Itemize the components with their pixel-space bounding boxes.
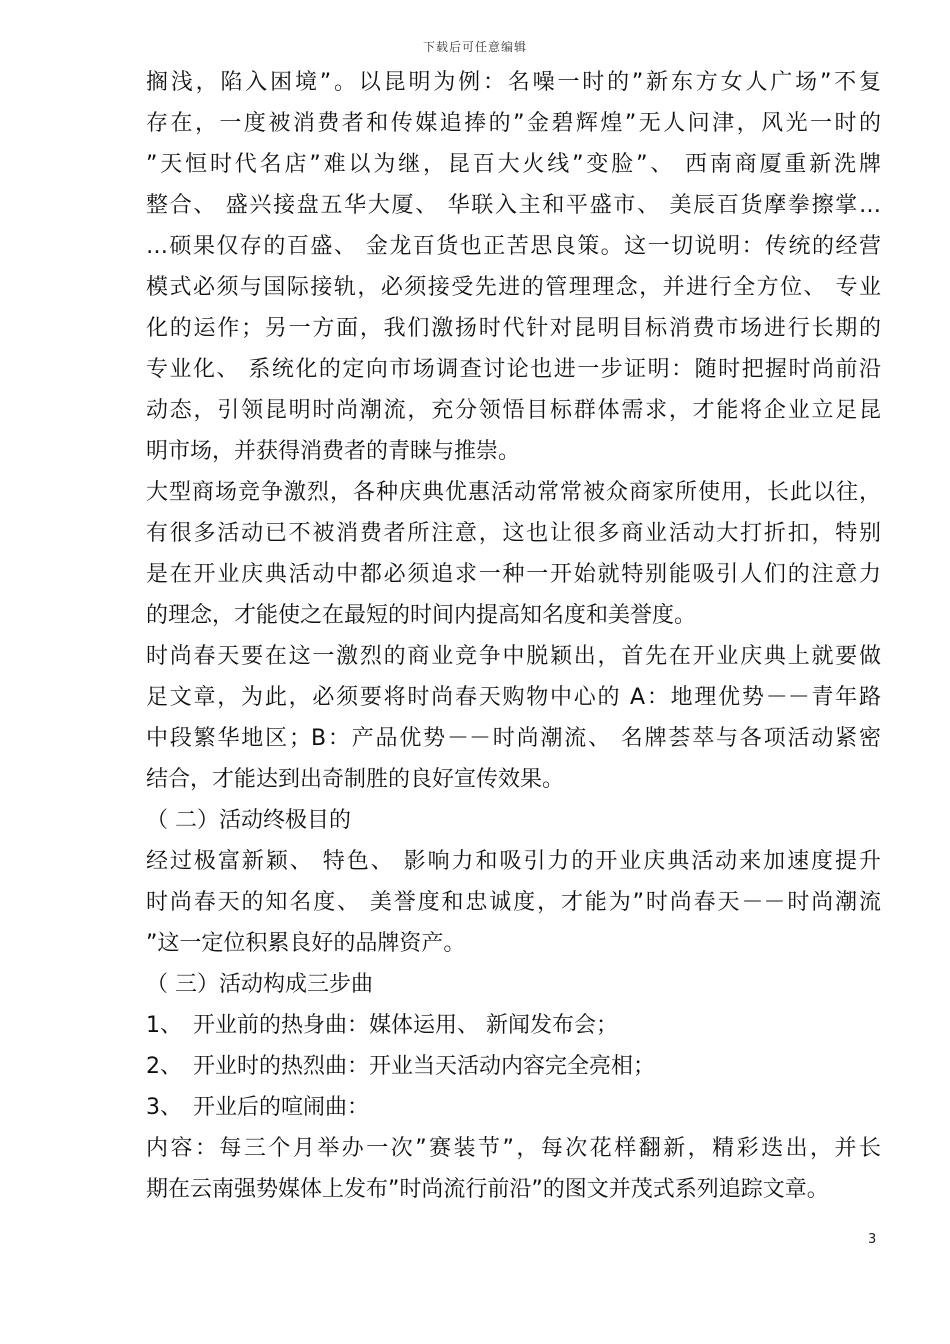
list-item: 2、 开业时的热烈曲：开业当天活动内容完全亮相； xyxy=(146,1054,655,1079)
text-line: 模式必须与国际接轨，必须接受先进的管理理念，并进行全方位、 专业 xyxy=(146,275,881,300)
text-line: 中段繁华地区；B：产品优势－－时尚潮流、 名牌荟萃与各项活动紧密 xyxy=(146,726,881,751)
paragraph xyxy=(146,841,881,964)
text-line: 化的运作；另一方面，我们激扬时代针对昆明目标消费市场进行长期的 xyxy=(146,316,881,341)
section-heading: （ 二）活动终极目的 xyxy=(146,808,351,833)
text-line: 明市场，并获得消费者的青睐与推崇。 xyxy=(146,439,521,464)
text-line: 内容：每三个月举办一次”赛装节”，每次花样翻新，精彩迭出，并长 xyxy=(146,1136,881,1161)
text-line: 足文章，为此，必须要将时尚春天购物中心的 A：地理优势－－青年路 xyxy=(146,685,881,710)
list-item: 1、 开业前的热身曲：媒体运用、 新闻发布会； xyxy=(146,1013,618,1038)
text-line: 有很多活动已不被消费者所注意，这也让很多商业活动大打折扣，特别 xyxy=(146,521,881,546)
text-line: 整合、 盛兴接盘五华大厦、 华联入主和平盛市、 美辰百货摩拳擦掌… xyxy=(146,193,881,218)
page-header: 下载后可任意编辑 xyxy=(422,40,527,54)
text-line: 专业化、 系统化的定向市场调查讨论也进一步证明：随时把握时尚前沿 xyxy=(146,357,881,382)
text-line: 的理念，才能使之在最短的时间内提高知名度和美誉度。 xyxy=(146,603,697,628)
paragraph xyxy=(146,636,881,800)
paragraph xyxy=(146,62,881,472)
text-line: 搁浅，陷入困境”。以昆明为例：名噪一时的”新东方女人广场”不复 xyxy=(146,70,881,95)
list-item: 3、 开业后的喧闹曲： xyxy=(146,1095,369,1120)
text-line: 结合，才能达到出奇制胜的良好宣传效果。 xyxy=(146,767,565,792)
text-line: 时尚春天的知名度、 美誉度和忠诚度，才能为”时尚春天－－时尚潮流 xyxy=(146,890,881,915)
paragraph xyxy=(146,472,881,636)
text-line: 动态，引领昆明时尚潮流，充分领悟目标群体需求，才能将企业立足昆 xyxy=(146,398,881,423)
text-line: 经过极富新颖、 特色、 影响力和吸引力的开业庆典活动来加速度提升 xyxy=(146,849,881,874)
document-body xyxy=(146,62,881,1210)
text-line: …硕果仅存的百盛、 金龙百货也正苦思良策。这一切说明：传统的经营 xyxy=(146,234,881,259)
text-line: 大型商场竞争激烈，各种庆典优惠活动常常被众商家所使用，长此以往， xyxy=(146,480,881,505)
text-line: 存在，一度被消费者和传媒追捧的”金碧辉煌”无人问津，风光一时的 xyxy=(146,111,881,136)
section-heading: （ 三）活动构成三步曲 xyxy=(146,972,373,997)
text-line: ”天恒时代名店”难以为继，昆百大火线”变脸”、 西南商厦重新洗牌 xyxy=(146,152,881,177)
page-number: 3 xyxy=(868,1232,877,1247)
text-line: 是在开业庆典活动中都必须追求一种一开始就特别能吸引人们的注意力 xyxy=(146,562,881,587)
text-line: 期在云南强势媒体上发布”时尚流行前沿”的图文并茂式系列追踪文章。 xyxy=(146,1177,829,1202)
paragraph xyxy=(146,1128,881,1210)
text-line: 时尚春天要在这一激烈的商业竞争中脱颖出，首先在开业庆典上就要做 xyxy=(146,644,881,669)
text-line: ”这一定位积累良好的品牌资产。 xyxy=(146,931,466,956)
